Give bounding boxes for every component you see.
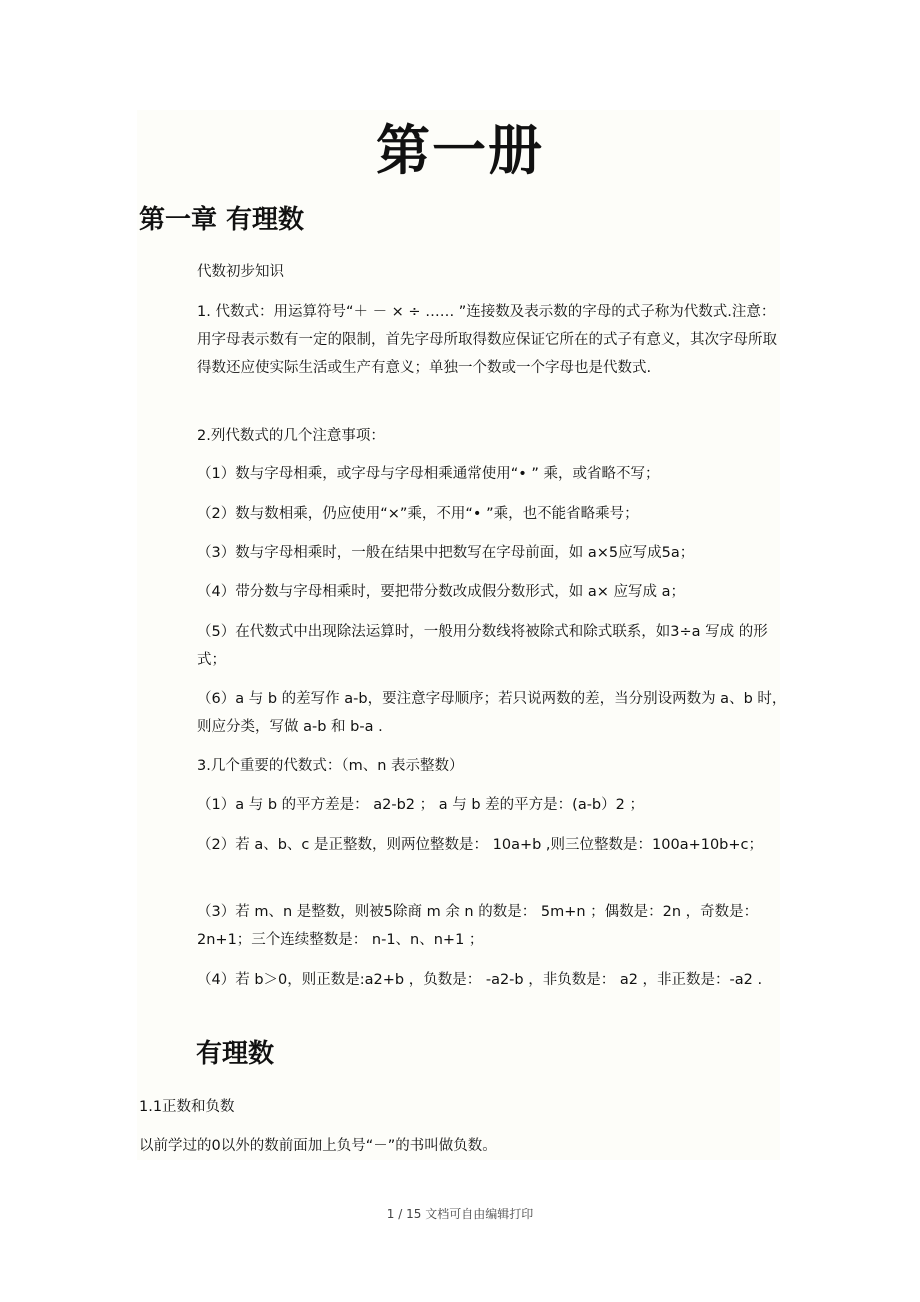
expression-item-1: （1）a 与 b 的平方差是： a2-b2 ； a 与 b 差的平方是：(a-b）2 ； <box>197 797 644 813</box>
subsection-1-1: 1.1正数和负数 <box>139 1099 235 1115</box>
expression-item-4: （4）若 b＞0，则正数是:a2+b ，负数是： -a2-b ，非负数是： a2 ，非正数是：-a2 . <box>197 972 763 988</box>
expression-item-3: （3）若 m、n 是整数，则被5除商 m 余 n 的数是： 5m+n ；偶数是：2n ，奇数是：2n+1；三个连续整数是： n-1、n、n+1 ； <box>197 904 759 948</box>
note-item-1: （1）数与字母相乘，或字母与字母相乘通常使用“• ” 乘，或省略不写； <box>197 466 660 482</box>
chapter-title: 第一章 有理数 <box>139 205 305 235</box>
expression-item-2: （2）若 a、b、c 是正整数，则两位整数是： 10a+b ,则三位整数是：100a+10b+c； <box>197 837 764 853</box>
note-item-6: （6）a 与 b 的差写作 a-b，要注意字母顺序；若只说两数的差，当分别设两数为 a、b 时，则应分类，写做 a-b 和 b-a . <box>197 691 787 735</box>
note-item-2: （2）数与数相乘，仍应使用“×”乘，不用“• ”乘，也不能省略乘号； <box>197 506 639 522</box>
paragraph-algebraic-expression: 1. 代数式：用运算符号“＋ － × ÷ …… ”连接数及表示数的字母的式子称为代数式.注意：用字母表示数有一定的限制，首先字母所取得数应保证它所在的式子有意义，其次字母所取得数还应使实际生活或生产有意义；单独一个数或一个字母也是代数式. <box>197 304 777 376</box>
subtitle: 代数初步知识 <box>197 264 284 280</box>
negative-number-definition: 以前学过的0以外的数前面加上负号“－”的书叫做负数。 <box>139 1138 497 1154</box>
book-title: 第一册 <box>376 118 544 182</box>
note-item-5: （5）在代数式中出现除法运算时，一般用分数线将被除式和除式联系，如3÷a 写成 的形式； <box>197 624 768 668</box>
note-item-4: （4）带分数与字母相乘时，要把带分数改成假分数形式，如 a× 应写成 a； <box>197 584 685 600</box>
paragraph-notes-heading: 2.列代数式的几个注意事项： <box>197 428 385 444</box>
note-item-3: （3）数与字母相乘时，一般在结果中把数写在字母前面，如 a×5应写成5a； <box>197 545 695 561</box>
page-footer: 1 / 15 文档可自由编辑打印 <box>386 1207 534 1221</box>
section-heading: 有理数 <box>196 1039 275 1069</box>
paragraph-important-expressions: 3.几个重要的代数式：（m、n 表示整数） <box>197 758 464 774</box>
